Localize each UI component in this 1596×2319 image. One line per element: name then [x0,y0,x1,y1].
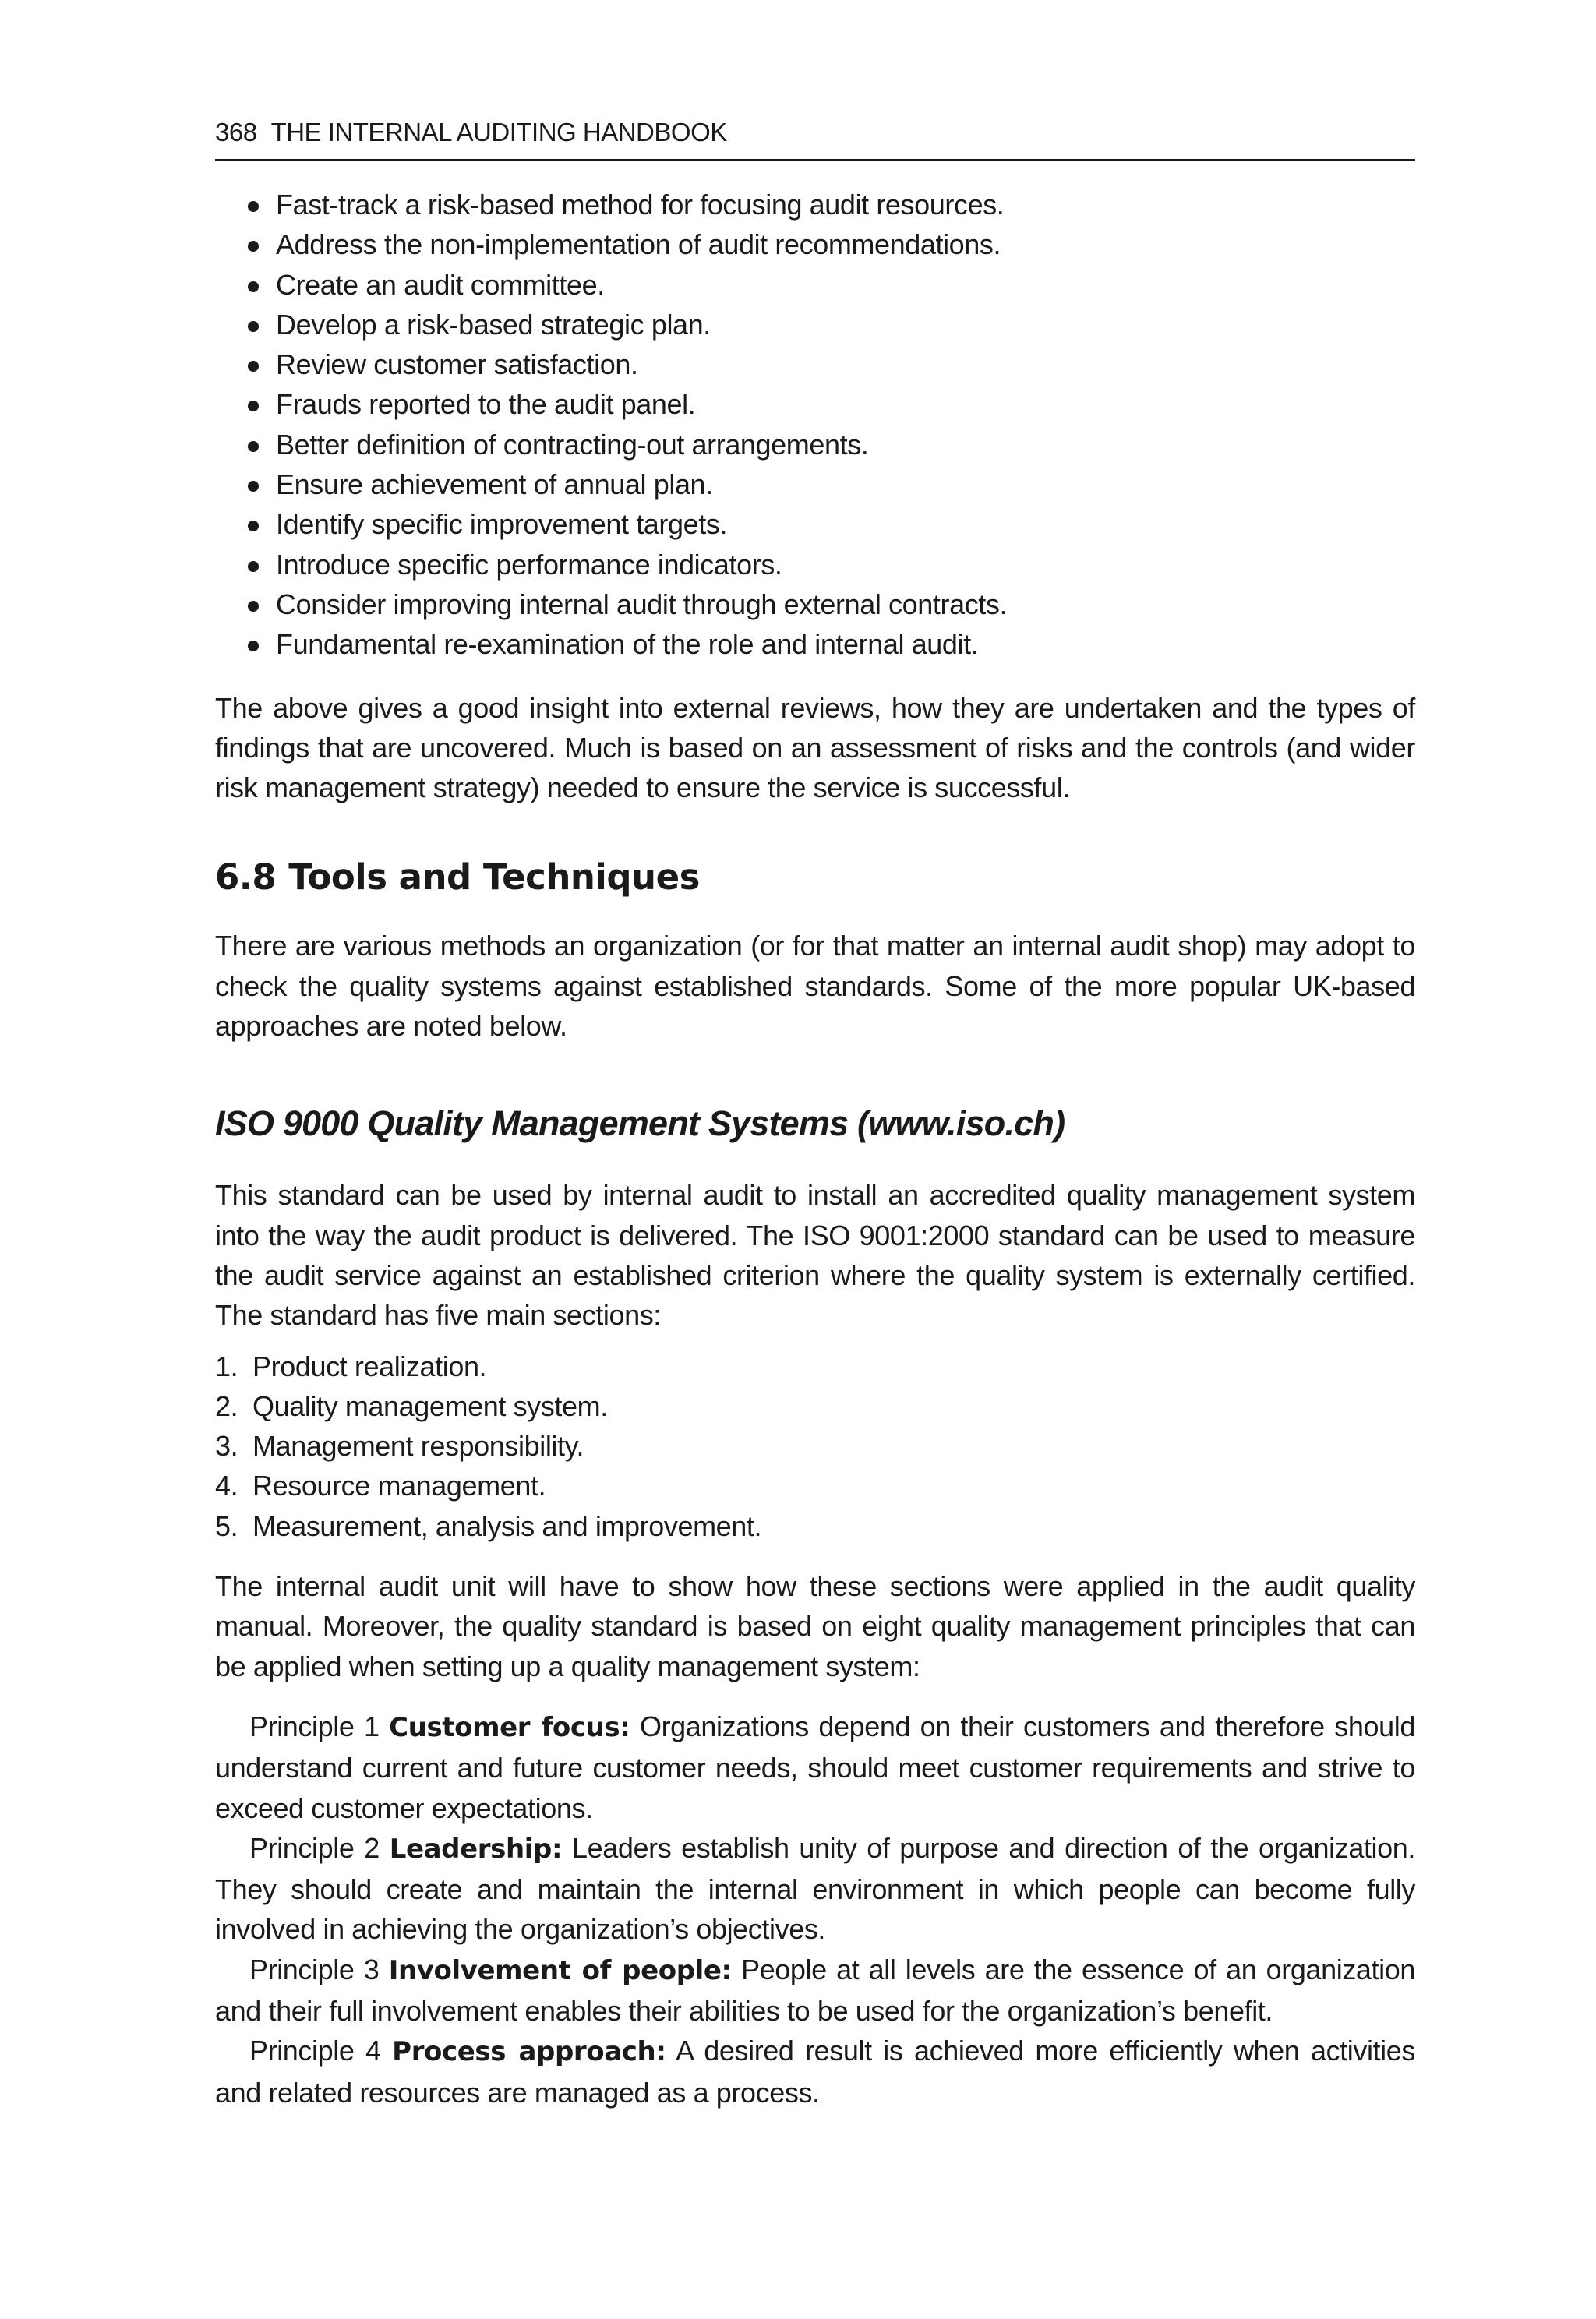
list-item-text: Quality management system. [252,1389,608,1422]
list-item [215,1347,1415,1386]
bullet-item: Address the non-implementation of audit recommendations. [248,224,1415,264]
list-item-number: 3. [215,1430,238,1463]
principle-text: Leaders establish unity of purpose and direction of the organization. They should create and maintain the internal environment in which people can become fully involved in achieving the organization’s objectives. [215,1831,1415,1946]
bullet-item: Create an audit committee. [248,265,1415,305]
recommendations-bullet-list [215,185,1415,665]
bullet-item: Frauds reported to the audit panel. [248,384,1415,424]
bullet-item: Fast-track a risk-based method for focusing audit resources. [248,185,1415,224]
bullet-item: Consider improving internal audit through external contracts. [248,584,1415,624]
principle-title: Customer focus: [389,1711,630,1743]
bullet-item: Better definition of contracting-out arrangements. [248,425,1415,464]
principle-label: Principle 1 [249,1710,380,1742]
principles-intro-paragraph: The internal audit unit will have to show how these sections were applied in the audit quality manual. Moreover, the quality standard is based on eight quality management principles that can be applied when setting up a quality management system: [215,1570,1415,1682]
principle-text: Organizations depend on their customers and therefore should understand current and future customer needs, should meet customer requirements and strive to exceed customer expectations. [215,1710,1415,1824]
principle-title: Involvement of people: [388,1954,732,1986]
principle-paragraph [215,1828,1415,1950]
principle-title: Leadership: [389,1833,563,1865]
summary-paragraph: The above gives a good insight into external reviews, how they are undertaken and the types of findings that are uncovered. Much is based on an assessment of risks and the controls (and wider risk management strategy) needed to ensure the service is successful. [215,691,1415,804]
principle-title: Process approach: [392,2036,666,2068]
section-number: 6.8 [215,856,277,898]
list-item-text: Management responsibility. [252,1430,584,1463]
list-item-number: 4. [215,1470,238,1502]
principle-paragraph [215,2031,1415,2113]
list-item-text: Resource management. [252,1470,546,1502]
list-item [215,1466,1415,1505]
bullet-item: Introduce specific performance indicators. [248,545,1415,584]
bullet-item: Identify specific improvement targets. [248,504,1415,544]
running-header [215,117,1415,161]
section-intro-paragraph: There are various methods an organization (or for that matter an internal audit shop) may adopt to check the quality systems against established standards. Some of the more popular UK-based approaches are noted below. [215,930,1415,1043]
running-title: THE INTERNAL AUDITING HANDBOOK [270,118,727,146]
bullet-item: Fundamental re-examination of the role and internal audit. [248,624,1415,664]
list-item-number: 5. [215,1509,238,1542]
principle-paragraph [215,1950,1415,2031]
list-item [215,1426,1415,1466]
iso-sections-list [215,1347,1415,1546]
principle-label: Principle 4 [249,2035,381,2067]
bullet-item: Develop a risk-based strategic plan. [248,305,1415,344]
list-item [215,1386,1415,1426]
bullet-item: Review customer satisfaction. [248,344,1415,384]
section-heading [215,854,1415,901]
book-page [215,117,1415,2113]
list-item-number: 2. [215,1389,238,1422]
principle-text: People at all levels are the essence of an organization and their full involvement enables their abilities to be used for the organization’s benefit. [215,1953,1415,2027]
section-title: Tools and Techniques [288,856,700,898]
page-number: 368 [215,118,257,146]
list-item-number: 1. [215,1350,238,1382]
list-item-text: Product realization. [252,1350,487,1382]
principle-label: Principle 3 [249,1953,380,1985]
bullet-item: Ensure achievement of annual plan. [248,464,1415,504]
list-item-text: Measurement, analysis and improvement. [252,1509,762,1542]
principle-text: A desired result is achieved more efficiently when activities and related resources are managed as a process. [215,2035,1415,2109]
iso-intro-paragraph: This standard can be used by internal audit to install an accredited quality management system into the way the audit product is delivered. The ISO 9001:2000 standard can be used to measure the audit service against an established criterion where the quality system is externally certified. The standard has five main sections: [215,1179,1415,1332]
principle-paragraph [215,1707,1415,1828]
principle-label: Principle 2 [249,1831,380,1864]
list-item [215,1506,1415,1546]
subsection-heading: ISO 9000 Quality Management Systems (www.iso.ch) [215,1103,1065,1144]
